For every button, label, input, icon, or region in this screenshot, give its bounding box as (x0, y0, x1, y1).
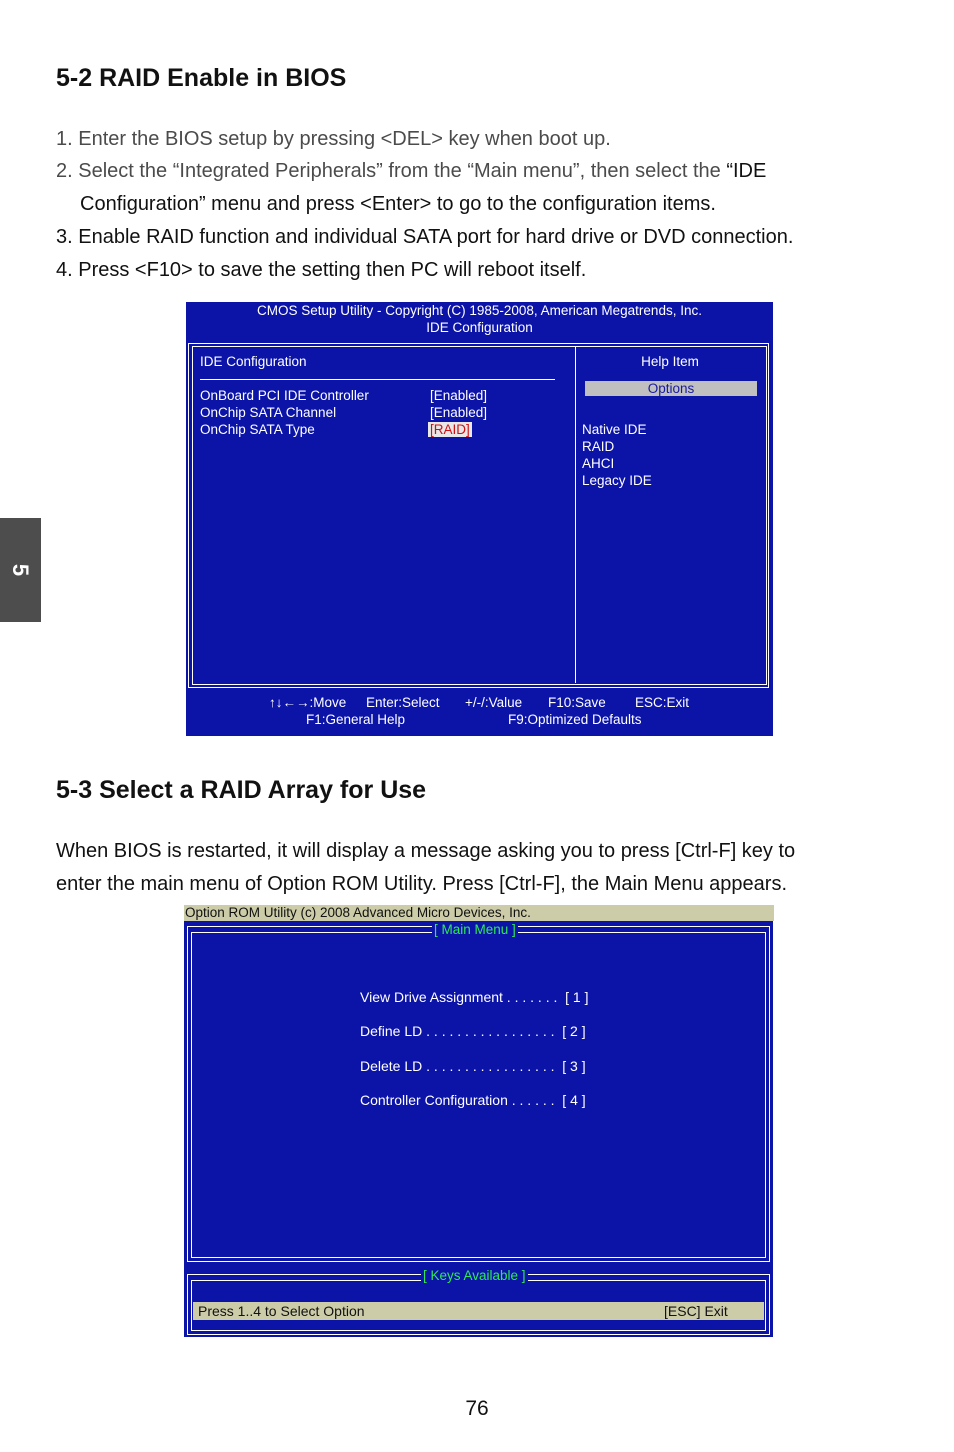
setting-value-pci-ide[interactable]: [Enabled] (430, 388, 488, 403)
main-menu-label: [ Main Menu ] (434, 922, 516, 937)
section-heading-raid-enable: 5-2 RAID Enable in BIOS (56, 64, 347, 92)
footer-move: ↑↓←→:Move (269, 695, 347, 710)
option-legacy-ide[interactable]: Legacy IDE (582, 473, 652, 488)
section2-paragraph-line2: enter the main menu of Option ROM Utility. Press [Ctrl-F], the Main Menu appears. (56, 873, 788, 895)
step-4: 4. Press <F10> to save the setting then PC will reboot itself. (56, 259, 587, 281)
menu-item-define-ld[interactable]: Define LD . . . . . . . . . . . . . . . . . [ 2 ] (360, 1023, 586, 1039)
bios-header-underline (200, 379, 555, 380)
bios-title: CMOS Setup Utility - Copyright (C) 1985-2008, American Megatrends, Inc. (257, 303, 702, 318)
menu-item-controller-configuration[interactable]: Controller Configuration . . . . . . [ 4 ] (360, 1092, 586, 1108)
step-2 (56, 155, 766, 188)
step-1: 1. Enter the BIOS setup by pressing <DEL> key when boot up. (56, 128, 611, 150)
bios-subtitle: IDE Configuration (426, 320, 533, 335)
chapter-number: 5 (8, 563, 34, 577)
menu-item-view-drive-assignment[interactable]: View Drive Assignment . . . . . . . [ 1 ] (360, 989, 589, 1005)
bios-panel-divider (575, 347, 576, 683)
footer-defaults: F9:Optimized Defaults (508, 712, 642, 727)
bios-options-label: Options (585, 381, 757, 396)
setting-value-sata-type[interactable] (428, 422, 472, 437)
option-raid[interactable]: RAID (582, 439, 615, 454)
bios-ide-configuration-screen (186, 302, 773, 736)
keys-available-label: [ Keys Available ] (423, 1268, 526, 1283)
selected-value-raid[interactable]: [RAID] (430, 422, 470, 437)
option-native-ide[interactable]: Native IDE (582, 422, 647, 437)
bios-footer-line (188, 687, 769, 688)
setting-name-pci-ide[interactable]: OnBoard PCI IDE Controller (200, 388, 369, 403)
chapter-tab (0, 518, 41, 622)
option-rom-main-menu-screen (184, 905, 773, 1337)
setting-value-sata-channel[interactable]: [Enabled] (430, 405, 488, 420)
section2-paragraph-line1: When BIOS is restarted, it will display a message asking you to press [Ctrl-F] key to (56, 840, 796, 862)
step-2-text: 2. Select the “Integrated Peripherals” from the “Main menu”, then select the (56, 160, 721, 182)
footer-exit: ESC:Exit (635, 695, 690, 710)
footer-help: F1:General Help (306, 712, 406, 727)
setting-name-sata-channel[interactable]: OnChip SATA Channel (200, 405, 337, 420)
setting-name-sata-type[interactable]: OnChip SATA Type (200, 422, 315, 437)
page-number: 76 (465, 1397, 489, 1420)
status-esc-exit: [ESC] Exit (664, 1303, 728, 1319)
footer-enter: Enter:Select (366, 695, 440, 710)
status-select-hint: Press 1..4 to Select Option (198, 1303, 365, 1319)
option-rom-title: Option ROM Utility (c) 2008 Advanced Micro Devices, Inc. (184, 905, 774, 921)
bios-help-header: Help Item (641, 354, 699, 369)
footer-save: F10:Save (548, 695, 606, 710)
status-bar (193, 1302, 764, 1320)
bios-left-header: IDE Configuration (200, 354, 307, 369)
footer-value: +/-/:Value (465, 695, 523, 710)
section-heading-raid-array: 5-3 Select a RAID Array for Use (56, 776, 427, 804)
step-3: 3. Enable RAID function and individual SATA port for hard drive or DVD connection. (56, 226, 794, 248)
menu-item-delete-ld[interactable]: Delete LD . . . . . . . . . . . . . . . . . [ 3 ] (360, 1058, 586, 1074)
option-ahci[interactable]: AHCI (582, 456, 615, 471)
step-2-continued: Configuration” menu and press <Enter> to go to the configuration items. (80, 193, 716, 215)
step-2-tail: “IDE (726, 160, 767, 182)
